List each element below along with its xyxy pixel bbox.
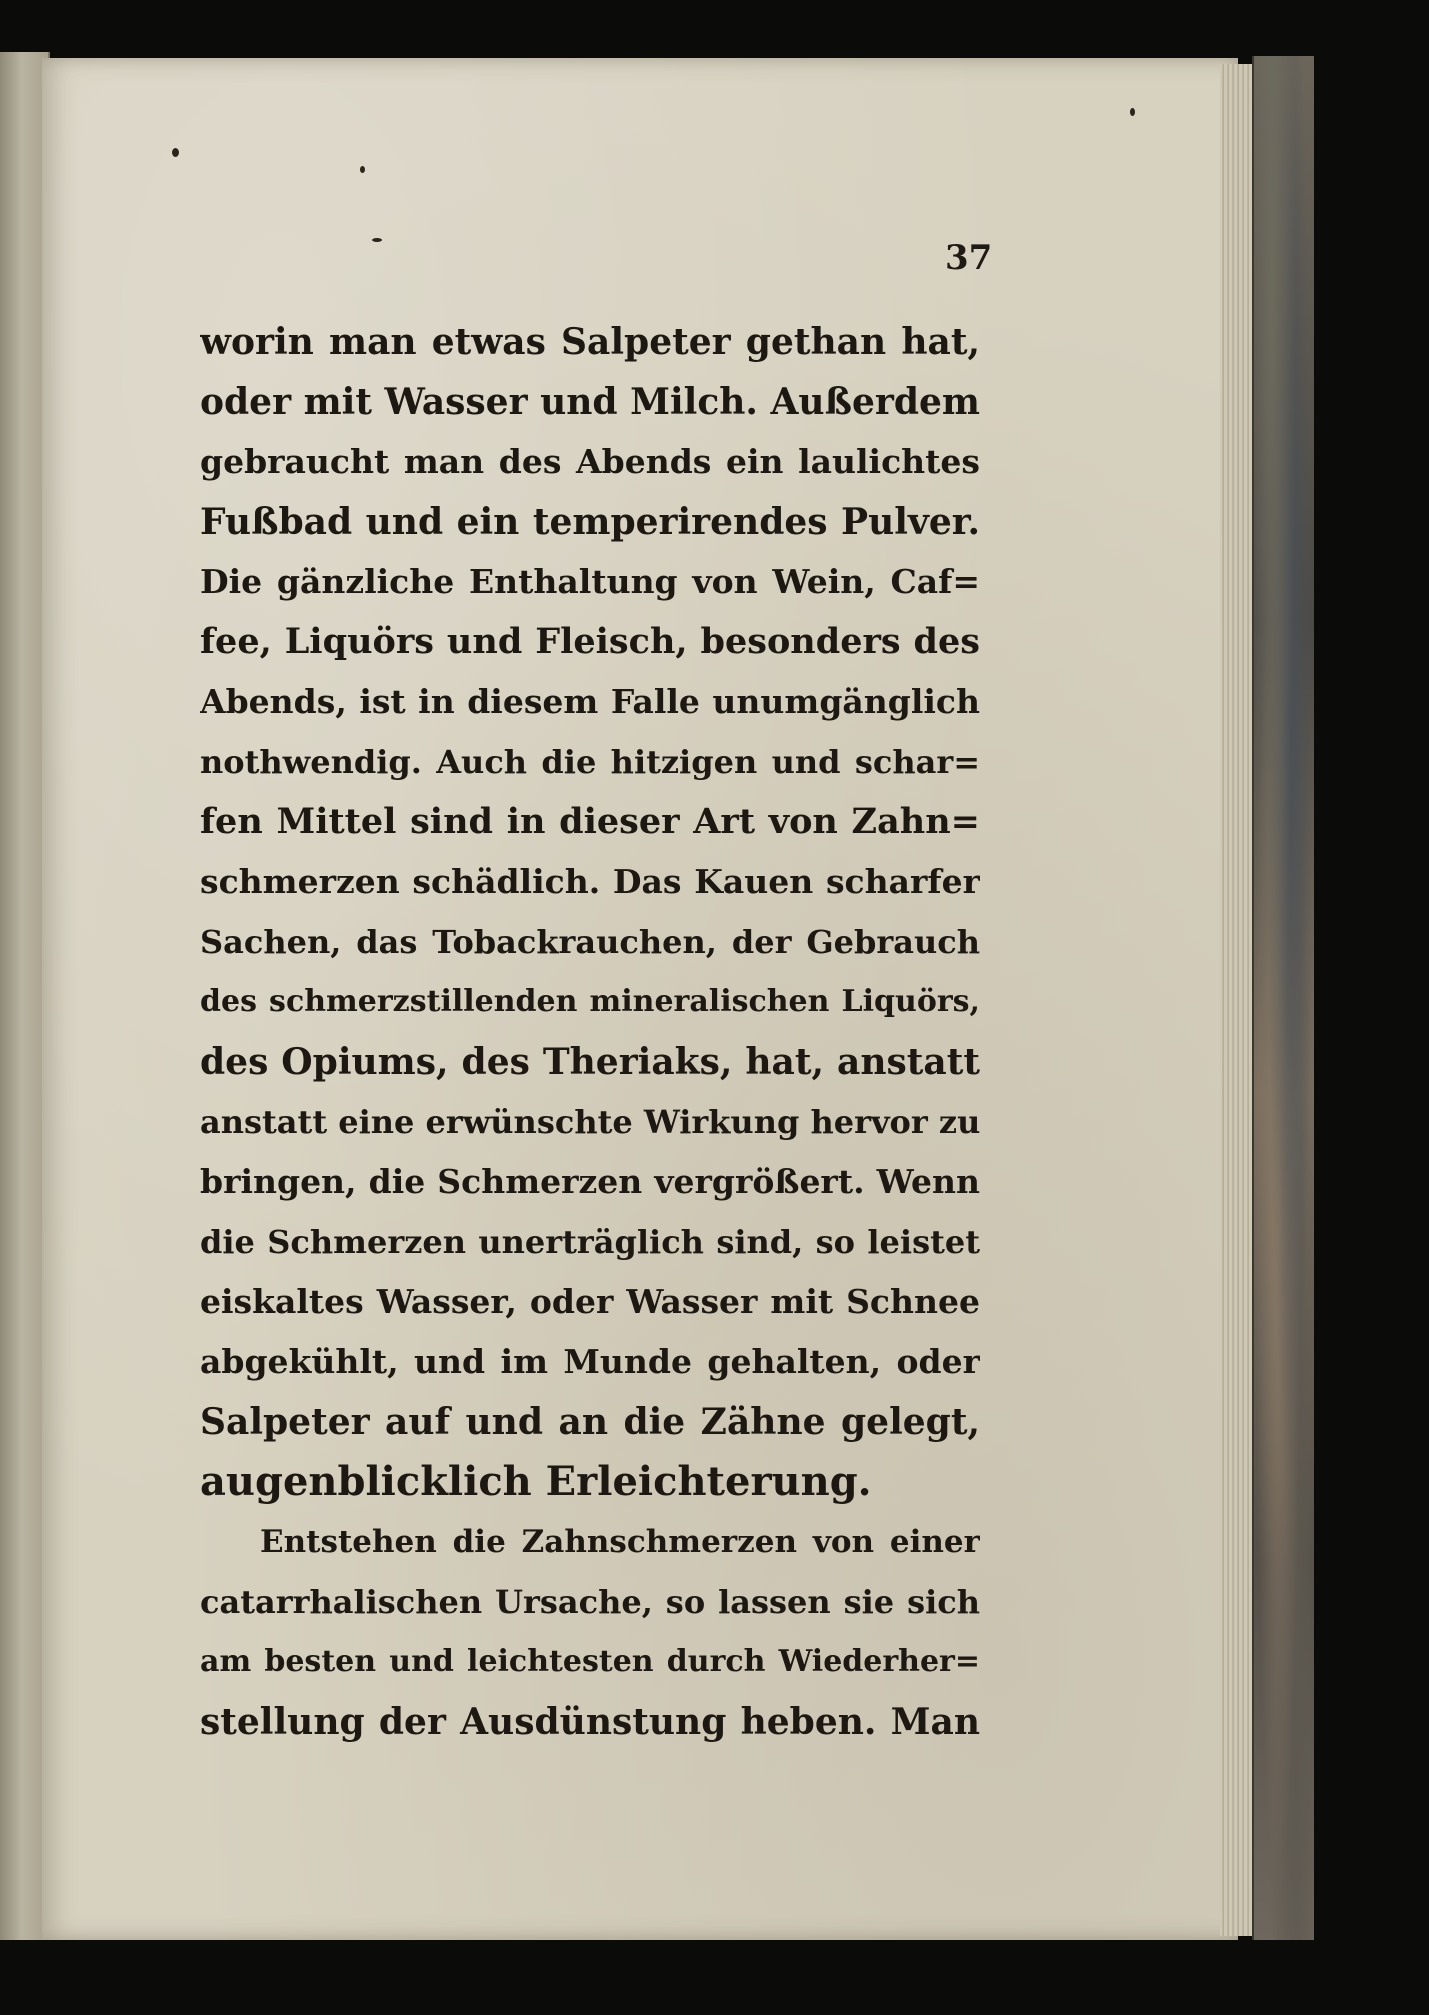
paper-speck (1130, 108, 1135, 116)
page-number: 37 (945, 238, 993, 278)
text-line: Abends, ist in diesem Falle unumgänglich (200, 682, 980, 721)
text-line: des Opiums, des Theriaks, hat, anstatt (200, 1041, 980, 1083)
text-line: die Schmerzen unerträglich sind, so leistet (200, 1223, 980, 1261)
text-line: anstatt eine erwünschte Wirkung hervor zu (200, 1103, 980, 1141)
text-line: fen Mittel sind in dieser Art von Zahn= (200, 801, 980, 842)
paper-speck (172, 148, 179, 157)
text-line: fee, Liquörs und Fleisch, besonders des (200, 621, 980, 662)
body-text (200, 312, 980, 1752)
text-line: Fußbad und ein temperirendes Pulver. (200, 501, 980, 543)
text-line: catarrhalischen Ursache, so lassen sie sich (200, 1583, 980, 1621)
text-line: Entstehen die Zahnschmerzen von einer (260, 1524, 980, 1560)
page-fore-edge (1220, 64, 1254, 1936)
text-line: am besten und leichtesten durch Wiederher= (200, 1644, 980, 1679)
text-line: augenblicklich Erleichterung. (200, 1458, 872, 1505)
text-line: des schmerzstillenden mineralischen Liquörs, (200, 984, 980, 1019)
text-line: worin man etwas Salpeter gethan hat, (200, 321, 980, 363)
text-line: gebraucht man des Abends ein laulichtes (200, 442, 980, 481)
text-line: abgekühlt, und im Munde gehalten, oder (200, 1342, 980, 1381)
text-line: nothwendig. Auch die hitzigen und schar= (200, 743, 980, 781)
paper-speck (372, 238, 382, 242)
marbled-cover-edge (1252, 56, 1314, 1940)
text-line: Die gänzliche Enthaltung von Wein, Caf= (200, 562, 980, 601)
paper-speck (360, 166, 365, 173)
text-line: bringen, die Schmerzen vergrößert. Wenn (200, 1162, 980, 1201)
text-line: Sachen, das Tobackrauchen, der Gebrauch (200, 923, 980, 961)
text-line: schmerzen schädlich. Das Kauen scharfer (200, 862, 980, 901)
text-line: oder mit Wasser und Milch. Außerdem (200, 381, 980, 423)
text-line: Salpeter auf und an die Zähne gelegt, (200, 1401, 980, 1443)
text-line: stellung der Ausdünstung heben. Man (200, 1701, 980, 1743)
text-line: eiskaltes Wasser, oder Wasser mit Schnee (200, 1282, 980, 1321)
